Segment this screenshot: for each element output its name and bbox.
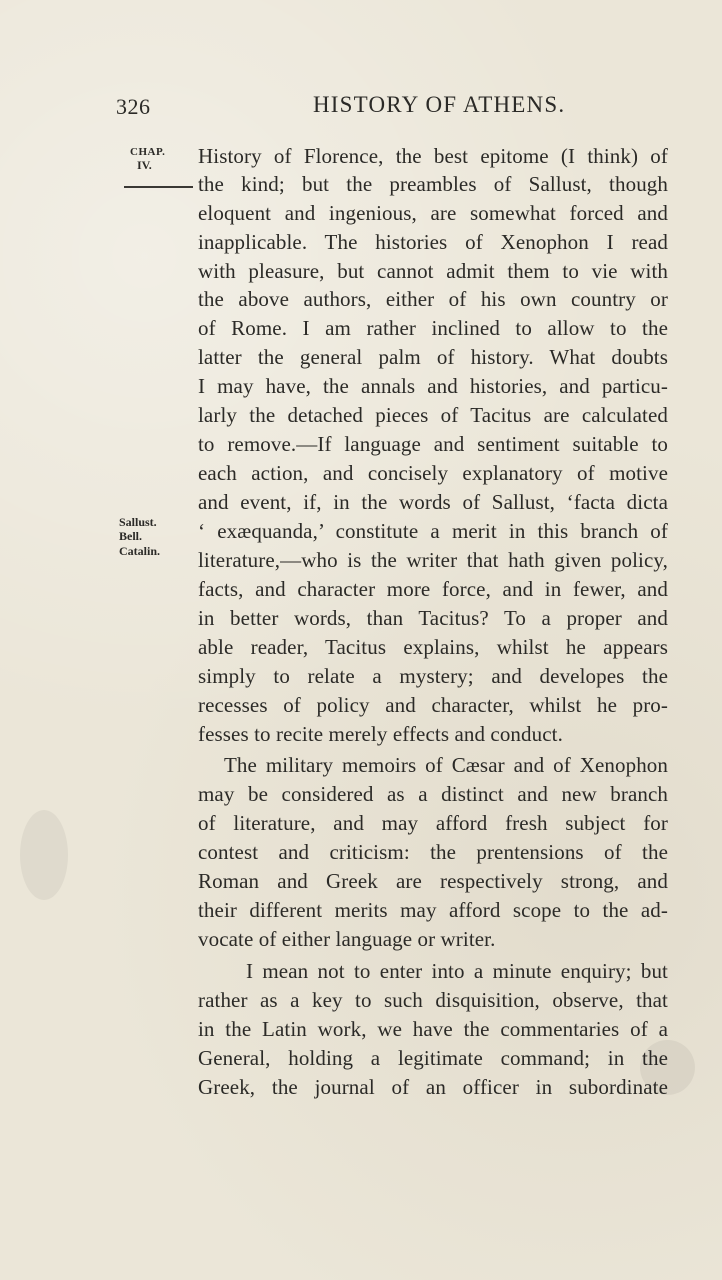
body-line: may be considered as a distinct and new branch xyxy=(198,782,668,806)
body-line: of Rome. I am rather inclined to allow to the xyxy=(198,316,668,340)
page-number: 326 xyxy=(116,94,151,119)
paragraph-start-line: The military memoirs of Cæsar and of Xenophon xyxy=(224,753,668,777)
body-line: and event, if, in the words of Sallust, ‘facta dicta xyxy=(198,490,668,514)
chapter-rule xyxy=(124,186,193,188)
body-line: with pleasure, but cannot admit them to vie with xyxy=(198,259,668,283)
body-line: vocate of either language or writer. xyxy=(198,927,496,951)
body-line: simply to relate a mystery; and developes the xyxy=(198,664,668,688)
body-line: the above authors, either of his own country or xyxy=(198,287,668,311)
body-line: larly the detached pieces of Tacitus are calculated xyxy=(198,403,668,427)
margin-note-bell: Bell. xyxy=(119,529,142,543)
margin-note-sallust: Sallust. xyxy=(119,515,157,529)
paper-stain xyxy=(20,810,68,900)
body-line: of literature, and may afford fresh subject for xyxy=(198,811,668,835)
body-line: facts, and character more force, and in fewer, and xyxy=(198,577,668,601)
body-line: inapplicable. The histories of Xenophon I read xyxy=(198,230,668,254)
body-line: their different merits may afford scope to the ad- xyxy=(198,898,668,922)
body-line: latter the general palm of history. What doubts xyxy=(198,345,668,369)
body-line: fesses to recite merely effects and conduct. xyxy=(198,722,563,746)
body-line: in the Latin work, we have the commentaries of a xyxy=(198,1017,668,1041)
chapter-label: CHAP. xyxy=(130,146,166,158)
body-line: eloquent and ingenious, are somewhat forced and xyxy=(198,201,668,225)
body-line: History of Florence, the best epitome (I think) of xyxy=(198,144,668,168)
body-line: General, holding a legitimate command; in the xyxy=(198,1046,668,1070)
body-line: literature,—who is the writer that hath given policy, xyxy=(198,548,668,572)
body-line: to remove.—If language and sentiment suitable to xyxy=(198,432,668,456)
body-line: in better words, than Tacitus? To a proper and xyxy=(198,606,668,630)
body-line: I may have, the annals and histories, and particu- xyxy=(198,374,668,398)
paragraph-start-line: I mean not to enter into a minute enquiry; but xyxy=(246,959,668,983)
body-line: rather as a key to such disquisition, observe, that xyxy=(198,988,668,1012)
body-line: the kind; but the preambles of Sallust, though xyxy=(198,172,668,196)
body-line: contest and criticism: the prentensions of the xyxy=(198,840,668,864)
margin-note-catalin: Catalin. xyxy=(119,544,161,558)
body-line: Roman and Greek are respectively strong, and xyxy=(198,869,668,893)
body-line: each action, and concisely explanatory of motive xyxy=(198,461,668,485)
body-line: ‘ exæquanda,’ constitute a merit in this branch of xyxy=(198,519,668,543)
chapter-number: IV. xyxy=(137,158,152,172)
paper-stain xyxy=(640,1040,695,1095)
body-line: able reader, Tacitus explains, whilst he appears xyxy=(198,635,668,659)
body-line: recesses of policy and character, whilst he pro- xyxy=(198,693,668,717)
body-line: Greek, the journal of an officer in subordinate xyxy=(198,1075,668,1099)
running-head: HISTORY OF ATHENS. xyxy=(313,92,566,117)
